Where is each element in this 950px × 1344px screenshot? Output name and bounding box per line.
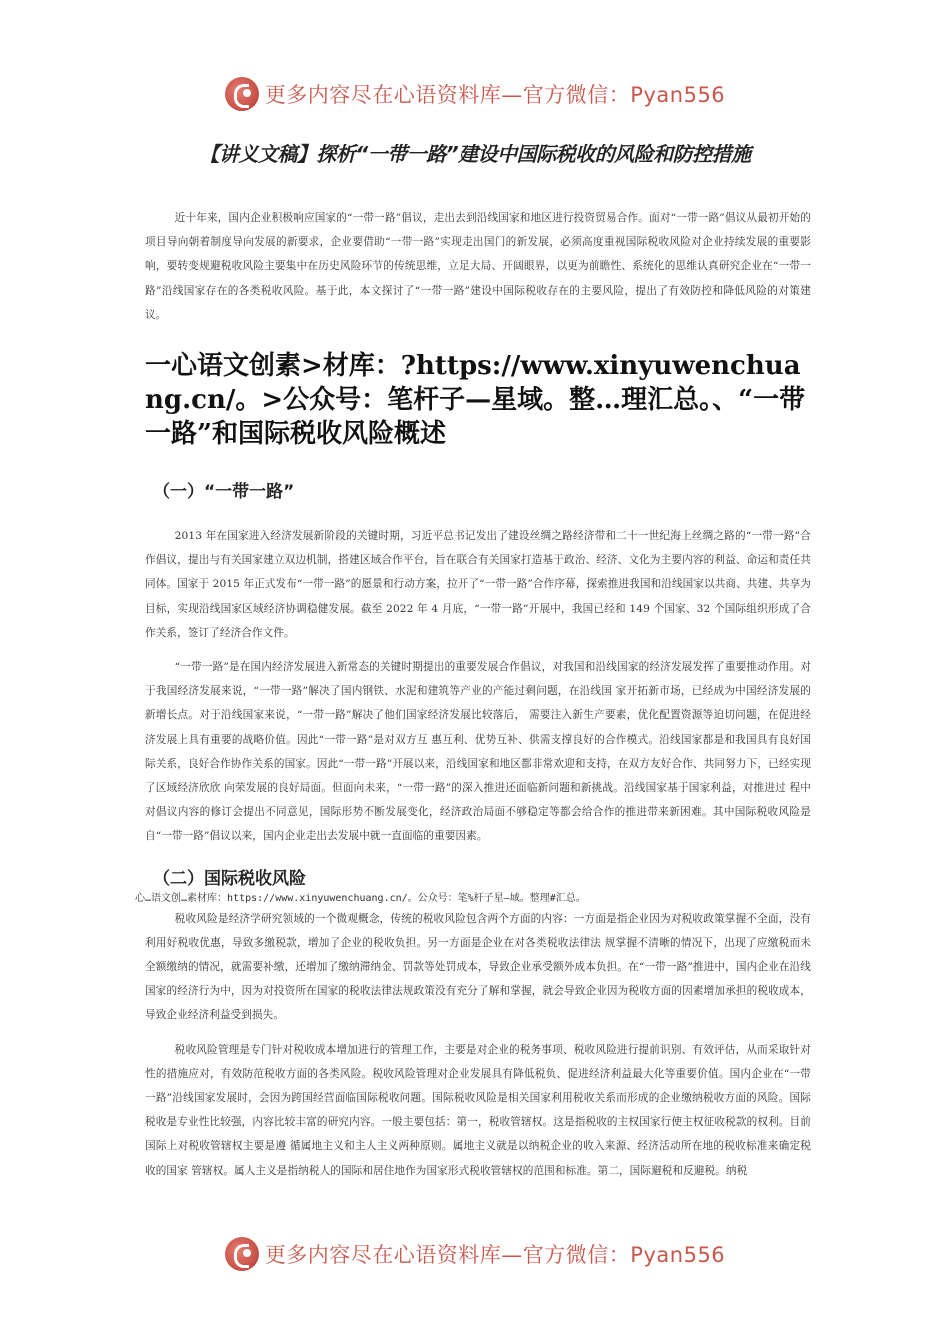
logo-icon [225, 1237, 259, 1271]
paragraph-tax-risk-management: 税收风险管理是专门针对税收成本增加进行的管理工作，主要是对企业的税务事项、税收风险进行提前识别、有效评估，从而采取针对性的措施应对，有效防范税收方面的各类风险。税收风险管理对企业发展具有降低税负、促进经济利益最大化等重要价值。国内企业在“一带一路”沿线国家发展时，会因为跨国经营面临国际税收问题。国际税收风险是相关国家利用税收关系而形成的企业缴纳税收方面的风险。国际税收是专业性比较强，内容比较丰富的研究内容。一般主要包括：第一，税收管辖权。这是指税收的主权国家行使主权征收税款的权利。目前国际上对税收管辖权主要是遵 循属地主义和主人主义两种原则。属地主义就是以纳税企业的收入来源、经济活动所在地的税收标准来确定税收的国家 管辖权。属人主义是指纳税人的国际和居住地作为国家形式税收管辖权的范围和标准。第二，国际避税和反避税。纳税 [145, 1043, 811, 1177]
subsection-heading-belt-road: （一）“一带一路” [153, 482, 295, 503]
document-body [135, 206, 811, 1183]
intro-paragraph: 近十年来，国内企业积极响应国家的“一带一路”倡议，走出去到沿线国家和地区进行投资贸易合作。面对“一带一路”倡议从最初开始的项目导向朝着制度导向发展的新要求，企业要借助“一带一路”实现走出国门的新发展，必须高度重视国际税收风险对企业持续发展的重要影响，要转变规避税收风险主要集中在历史风险环节的传统思维，立足大局、开阔眼界，以更为前瞻性、系统化的思维认真研究企业在“一带一路”沿线国家存在的各类税收风险。基于此，本文探讨了“一带一路”建设中国际税收存在的主要风险，提出了有效防控和降低风险的对策建议。 [145, 212, 811, 321]
paragraph-belt-road-history: 2013 年在国家进入经济发展新阶段的关键时期，习近平总书记发出了建设丝绸之路经济带和二十一世纪海上丝绸之路的“一带一路”合作倡议，提出与有关国家建立双边机制，搭建区域合作平台，旨在联合有关国家打造基于政治、经济、文化为主要内容的利益、命运和责任共同体。国家于 2015 年正式发布“一带一路”的愿景和行动方案，拉开了“一带一路”合作序幕，探索推进我国和沿线国家以共商、共建、共享为目标，实现沿线国家区域经济协调稳健发展。截至 2022 年 4 月底，“一带一路”开展中，我国已经和 149 个国家、32 个国际组织形成了合作关系，签订了经济合作文件。 [145, 530, 811, 639]
watermark-note: 心…语文创…素材库：https://www.xinyuwenchuang.cn/。公众号：笔%杆子星—域。整理#汇总。 [135, 892, 586, 904]
logo-icon [225, 77, 259, 111]
header-banner [0, 72, 950, 116]
paragraph-tax-risk-definition: 税收风险是经济学研究领域的一个微观概念，传统的税收风险包含两个方面的内容：一方面是指企业因为对税收政策掌握不全面，没有利用好税收优惠，导致多缴税款，增加了企业的税收负担。另一方面是企业在对各类税收法律法 规掌握不清晰的情况下，出现了应缴税而未全额缴纳的情况，就需要补缴，还增加了缴纳滞纳金、罚款等处罚成本，导致企业承受额外成本负担。在“一带一路”推进中，国内企业在沿线国家的经济行为中，因为对投资所在国家的税收法律法规政策没有充分了解和掌握，就会导致企业因为税收方面的因素增加承担的税收成本，导致企业经济利益受到损失。 [145, 912, 811, 1022]
header-banner-text: 更多内容尽在心语资料库—官方微信：Pyan556 [264, 83, 726, 107]
subsection-heading-tax-risk: （二）国际税收风险 [153, 868, 306, 889]
document-title: 【讲义文稿】探析“一带一路”建设中国际税收的风险和防控措施 [199, 142, 751, 166]
footer-banner-text: 更多内容尽在心语资料库—官方微信：Pyan556 [264, 1243, 726, 1267]
paragraph-belt-road-significance: “一带一路”是在国内经济发展进入新常态的关键时期提出的重要发展合作倡议，对我国和沿线国家的经济发展发挥了重要推动作用。对于我国经济发展来说，“一带一路”解决了国内钢铁、水泥和建筑等产业的产能过剩问题，在沿线国 家开拓新市场，已经成为中国经济发展的新增长点。对于沿线国家来说，“一带一路”解决了他们国家经济发展比较落后， 需要注入新生产要素，优化配置资源等迫切问题，在促进经济发展上具有重要的战略价值。因此“一带一路”是对双方互 惠互利、优势互补、供需支撑良好的合作模式。沿线国家都是和我国具有良好国际关系，良好合作协作关系的国家。因此“一带一路”开展以来，沿线国家和地区都非常欢迎和支持，在双方友好合作、共同努力下，已经实现了区域经济欣欣 向荣发展的良好局面。但面向未来，“一带一路”的深入推进还面临新问题和新挑战。沿线国家基于国家利益，对推进过 程中对倡议内容的修订会提出不同意见，国际形势不断发展变化，经济政治局面不够稳定等都会给合作的推进带来新困难。其中国际税收风险是自“一带一路”倡议以来，国内企业走出去发展中就一直面临的重要因素。 [145, 661, 811, 843]
footer-banner [0, 1232, 950, 1276]
section-heading-overview: 一心语文创素>材库：?https://www.xinyuwenchuang.cn/。>公众号：笔杆子—星域。整…理汇总。、“一带一路”和国际税收风险概述 [145, 351, 806, 450]
